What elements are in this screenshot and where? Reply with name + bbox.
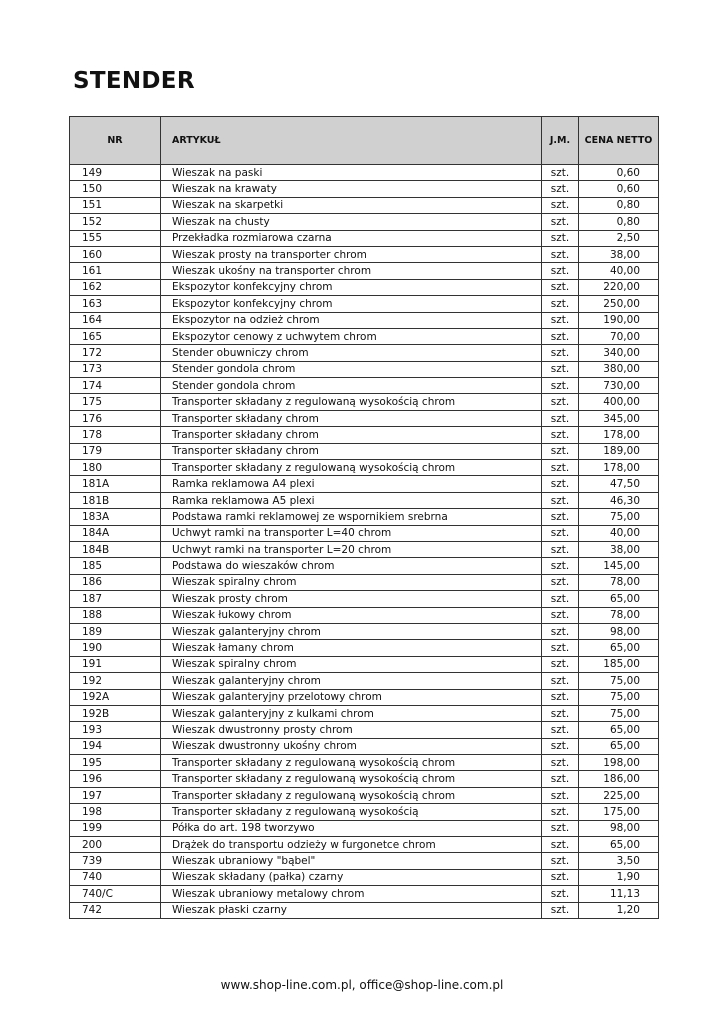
- row-nr: 172: [70, 345, 161, 361]
- row-unit: szt.: [542, 902, 579, 918]
- table-row: [70, 230, 659, 246]
- row-nr: 164: [70, 312, 161, 328]
- row-article: Wieszak dwustronny ukośny chrom: [161, 738, 542, 754]
- row-unit: szt.: [542, 492, 579, 508]
- row-unit: szt.: [542, 804, 579, 820]
- row-price: 380,00: [579, 361, 659, 377]
- row-price: 1,20: [579, 902, 659, 918]
- row-nr: 181B: [70, 492, 161, 508]
- row-price: 65,00: [579, 722, 659, 738]
- table-row: [70, 787, 659, 803]
- row-nr: 184A: [70, 525, 161, 541]
- row-article: Transporter składany z regulowaną wysokością chrom: [161, 460, 542, 476]
- table-row: [70, 361, 659, 377]
- row-nr: 740/C: [70, 886, 161, 902]
- row-nr: 176: [70, 410, 161, 426]
- row-price: 65,00: [579, 738, 659, 754]
- row-price: 178,00: [579, 460, 659, 476]
- row-price: 11,13: [579, 886, 659, 902]
- row-article: Wieszak na krawaty: [161, 181, 542, 197]
- row-nr: 197: [70, 787, 161, 803]
- row-article: Półka do art. 198 tworzywo: [161, 820, 542, 836]
- table-row: [70, 722, 659, 738]
- row-article: Transporter składany z regulowaną wysokością chrom: [161, 787, 542, 803]
- row-price: 220,00: [579, 279, 659, 295]
- row-nr: 181A: [70, 476, 161, 492]
- row-nr: 200: [70, 837, 161, 853]
- row-nr: 196: [70, 771, 161, 787]
- row-nr: 160: [70, 246, 161, 262]
- row-nr: 162: [70, 279, 161, 295]
- row-nr: 184B: [70, 541, 161, 557]
- row-article: Transporter składany z regulowaną wysokością chrom: [161, 771, 542, 787]
- table-row: [70, 804, 659, 820]
- table-row: [70, 640, 659, 656]
- row-article: Wieszak dwustronny prosty chrom: [161, 722, 542, 738]
- row-nr: 174: [70, 378, 161, 394]
- row-price: 0,80: [579, 197, 659, 213]
- row-nr: 188: [70, 607, 161, 623]
- table-row: [70, 328, 659, 344]
- row-article: Transporter składany z regulowaną wysokością chrom: [161, 394, 542, 410]
- row-article: Transporter składany z regulowaną wysokością: [161, 804, 542, 820]
- row-nr: 165: [70, 328, 161, 344]
- row-unit: szt.: [542, 787, 579, 803]
- table-row: [70, 656, 659, 672]
- row-article: Ramka reklamowa A5 plexi: [161, 492, 542, 508]
- row-article: Wieszak galanteryjny przelotowy chrom: [161, 689, 542, 705]
- row-article: Wieszak łukowy chrom: [161, 607, 542, 623]
- row-unit: szt.: [542, 312, 579, 328]
- row-price: 2,50: [579, 230, 659, 246]
- row-price: 78,00: [579, 574, 659, 590]
- table-row: [70, 312, 659, 328]
- row-article: Wieszak spiralny chrom: [161, 656, 542, 672]
- table-row: [70, 837, 659, 853]
- row-article: Wieszak galanteryjny chrom: [161, 673, 542, 689]
- row-price: 78,00: [579, 607, 659, 623]
- row-unit: szt.: [542, 607, 579, 623]
- row-unit: szt.: [542, 361, 579, 377]
- row-unit: szt.: [542, 410, 579, 426]
- row-price: 75,00: [579, 673, 659, 689]
- row-article: Wieszak prosty na transporter chrom: [161, 246, 542, 262]
- table-row: [70, 853, 659, 869]
- row-unit: szt.: [542, 279, 579, 295]
- row-price: 198,00: [579, 755, 659, 771]
- table-row: [70, 165, 659, 181]
- row-article: Stender gondola chrom: [161, 378, 542, 394]
- table-row: [70, 673, 659, 689]
- header-price: CENA NETTO: [579, 117, 659, 165]
- row-article: Ekspozytor cenowy z uchwytem chrom: [161, 328, 542, 344]
- row-price: 145,00: [579, 558, 659, 574]
- row-unit: szt.: [542, 673, 579, 689]
- row-nr: 742: [70, 902, 161, 918]
- row-unit: szt.: [542, 328, 579, 344]
- row-price: 75,00: [579, 689, 659, 705]
- row-article: Stender obuwniczy chrom: [161, 345, 542, 361]
- row-unit: szt.: [542, 197, 579, 213]
- row-article: Wieszak prosty chrom: [161, 591, 542, 607]
- row-price: 189,00: [579, 443, 659, 459]
- row-price: 40,00: [579, 525, 659, 541]
- row-nr: 195: [70, 755, 161, 771]
- row-nr: 163: [70, 296, 161, 312]
- table-row: [70, 886, 659, 902]
- row-price: 0,60: [579, 181, 659, 197]
- row-price: 250,00: [579, 296, 659, 312]
- table-row: [70, 738, 659, 754]
- table-row: [70, 574, 659, 590]
- row-nr: 185: [70, 558, 161, 574]
- row-unit: szt.: [542, 181, 579, 197]
- row-price: 225,00: [579, 787, 659, 803]
- row-nr: 175: [70, 394, 161, 410]
- row-price: 730,00: [579, 378, 659, 394]
- row-unit: szt.: [542, 214, 579, 230]
- row-price: 340,00: [579, 345, 659, 361]
- row-article: Transporter składany chrom: [161, 410, 542, 426]
- row-article: Wieszak galanteryjny chrom: [161, 623, 542, 639]
- table-row: [70, 607, 659, 623]
- row-nr: 173: [70, 361, 161, 377]
- table-row: [70, 263, 659, 279]
- table-row: [70, 214, 659, 230]
- row-nr: 183A: [70, 509, 161, 525]
- row-unit: szt.: [542, 378, 579, 394]
- row-unit: szt.: [542, 689, 579, 705]
- row-article: Ramka reklamowa A4 plexi: [161, 476, 542, 492]
- row-price: 46,30: [579, 492, 659, 508]
- table-row: [70, 296, 659, 312]
- row-unit: szt.: [542, 886, 579, 902]
- table-row: [70, 869, 659, 885]
- table-row: [70, 410, 659, 426]
- row-price: 65,00: [579, 837, 659, 853]
- row-unit: szt.: [542, 345, 579, 361]
- row-price: 75,00: [579, 705, 659, 721]
- row-price: 175,00: [579, 804, 659, 820]
- row-price: 400,00: [579, 394, 659, 410]
- row-nr: 178: [70, 427, 161, 443]
- row-nr: 151: [70, 197, 161, 213]
- price-table: [69, 116, 659, 919]
- row-article: Wieszak na skarpetki: [161, 197, 542, 213]
- table-row: [70, 443, 659, 459]
- row-unit: szt.: [542, 623, 579, 639]
- row-price: 98,00: [579, 623, 659, 639]
- row-unit: szt.: [542, 296, 579, 312]
- table-row: [70, 509, 659, 525]
- row-nr: 199: [70, 820, 161, 836]
- row-price: 178,00: [579, 427, 659, 443]
- row-nr: 194: [70, 738, 161, 754]
- row-article: Wieszak składany (pałka) czarny: [161, 869, 542, 885]
- table-row: [70, 394, 659, 410]
- row-article: Stender gondola chrom: [161, 361, 542, 377]
- row-article: Transporter składany z regulowaną wysokością chrom: [161, 755, 542, 771]
- row-nr: 161: [70, 263, 161, 279]
- table-row: [70, 181, 659, 197]
- row-nr: 155: [70, 230, 161, 246]
- row-article: Podstawa ramki reklamowej ze wspornikiem srebrna: [161, 509, 542, 525]
- table-row: [70, 820, 659, 836]
- row-price: 185,00: [579, 656, 659, 672]
- row-unit: szt.: [542, 443, 579, 459]
- header-nr: NR: [70, 117, 161, 165]
- row-price: 65,00: [579, 591, 659, 607]
- row-unit: szt.: [542, 246, 579, 262]
- row-unit: szt.: [542, 394, 579, 410]
- row-unit: szt.: [542, 541, 579, 557]
- row-nr: 739: [70, 853, 161, 869]
- row-article: Wieszak na chusty: [161, 214, 542, 230]
- table-row: [70, 525, 659, 541]
- table-row: [70, 246, 659, 262]
- row-article: Transporter składany chrom: [161, 427, 542, 443]
- row-article: Ekspozytor konfekcyjny chrom: [161, 296, 542, 312]
- table-row: [70, 541, 659, 557]
- table-row: [70, 197, 659, 213]
- row-price: 345,00: [579, 410, 659, 426]
- row-unit: szt.: [542, 460, 579, 476]
- page-title: STENDER: [73, 68, 195, 94]
- header-row: [70, 117, 659, 165]
- row-article: Wieszak płaski czarny: [161, 902, 542, 918]
- table-row: [70, 427, 659, 443]
- table-row: [70, 705, 659, 721]
- table-row: [70, 460, 659, 476]
- table-row: [70, 623, 659, 639]
- table-row: [70, 591, 659, 607]
- footer-contact: www.shop-line.com.pl, office@shop-line.com.pl: [220, 978, 504, 992]
- row-nr: 189: [70, 623, 161, 639]
- row-unit: szt.: [542, 558, 579, 574]
- row-article: Ekspozytor na odzież chrom: [161, 312, 542, 328]
- row-unit: szt.: [542, 837, 579, 853]
- row-article: Wieszak spiralny chrom: [161, 574, 542, 590]
- row-article: Przekładka rozmiarowa czarna: [161, 230, 542, 246]
- table-row: [70, 558, 659, 574]
- row-article: Wieszak na paski: [161, 165, 542, 181]
- row-price: 98,00: [579, 820, 659, 836]
- row-nr: 192A: [70, 689, 161, 705]
- row-unit: szt.: [542, 738, 579, 754]
- table-row: [70, 476, 659, 492]
- row-nr: 179: [70, 443, 161, 459]
- row-article: Uchwyt ramki na transporter L=40 chrom: [161, 525, 542, 541]
- table-row: [70, 279, 659, 295]
- row-nr: 192: [70, 673, 161, 689]
- row-nr: 193: [70, 722, 161, 738]
- row-unit: szt.: [542, 476, 579, 492]
- row-unit: szt.: [542, 263, 579, 279]
- table-row: [70, 902, 659, 918]
- row-price: 38,00: [579, 541, 659, 557]
- row-nr: 740: [70, 869, 161, 885]
- row-unit: szt.: [542, 230, 579, 246]
- row-nr: 150: [70, 181, 161, 197]
- row-unit: szt.: [542, 591, 579, 607]
- row-unit: szt.: [542, 755, 579, 771]
- row-nr: 198: [70, 804, 161, 820]
- row-unit: szt.: [542, 574, 579, 590]
- row-article: Wieszak galanteryjny z kulkami chrom: [161, 705, 542, 721]
- row-unit: szt.: [542, 165, 579, 181]
- table-header: [70, 117, 659, 165]
- row-unit: szt.: [542, 705, 579, 721]
- row-unit: szt.: [542, 853, 579, 869]
- table-row: [70, 755, 659, 771]
- header-article: ARTYKUŁ: [161, 117, 542, 165]
- table-row: [70, 492, 659, 508]
- table-row: [70, 345, 659, 361]
- row-article: Podstawa do wieszaków chrom: [161, 558, 542, 574]
- table-row: [70, 689, 659, 705]
- row-price: 1,90: [579, 869, 659, 885]
- row-article: Wieszak ubraniowy metalowy chrom: [161, 886, 542, 902]
- row-nr: 180: [70, 460, 161, 476]
- table-body: [70, 165, 659, 919]
- row-price: 47,50: [579, 476, 659, 492]
- row-unit: szt.: [542, 771, 579, 787]
- row-nr: 191: [70, 656, 161, 672]
- row-nr: 186: [70, 574, 161, 590]
- row-unit: szt.: [542, 427, 579, 443]
- row-article: Ekspozytor konfekcyjny chrom: [161, 279, 542, 295]
- row-article: Wieszak ubraniowy "bąbel": [161, 853, 542, 869]
- row-price: 0,80: [579, 214, 659, 230]
- table-row: [70, 771, 659, 787]
- table-row: [70, 378, 659, 394]
- row-price: 190,00: [579, 312, 659, 328]
- row-article: Wieszak łamany chrom: [161, 640, 542, 656]
- row-unit: szt.: [542, 509, 579, 525]
- row-price: 3,50: [579, 853, 659, 869]
- header-unit: J.M.: [542, 117, 579, 165]
- row-price: 65,00: [579, 640, 659, 656]
- row-unit: szt.: [542, 869, 579, 885]
- row-nr: 149: [70, 165, 161, 181]
- row-article: Transporter składany chrom: [161, 443, 542, 459]
- row-unit: szt.: [542, 722, 579, 738]
- row-price: 186,00: [579, 771, 659, 787]
- row-price: 40,00: [579, 263, 659, 279]
- row-nr: 192B: [70, 705, 161, 721]
- row-article: Uchwyt ramki na transporter L=20 chrom: [161, 541, 542, 557]
- row-price: 75,00: [579, 509, 659, 525]
- row-price: 38,00: [579, 246, 659, 262]
- row-nr: 190: [70, 640, 161, 656]
- row-unit: szt.: [542, 820, 579, 836]
- row-price: 70,00: [579, 328, 659, 344]
- row-article: Drążek do transportu odzieży w furgonetce chrom: [161, 837, 542, 853]
- row-price: 0,60: [579, 165, 659, 181]
- row-article: Wieszak ukośny na transporter chrom: [161, 263, 542, 279]
- row-nr: 187: [70, 591, 161, 607]
- row-unit: szt.: [542, 640, 579, 656]
- row-unit: szt.: [542, 525, 579, 541]
- row-unit: szt.: [542, 656, 579, 672]
- row-nr: 152: [70, 214, 161, 230]
